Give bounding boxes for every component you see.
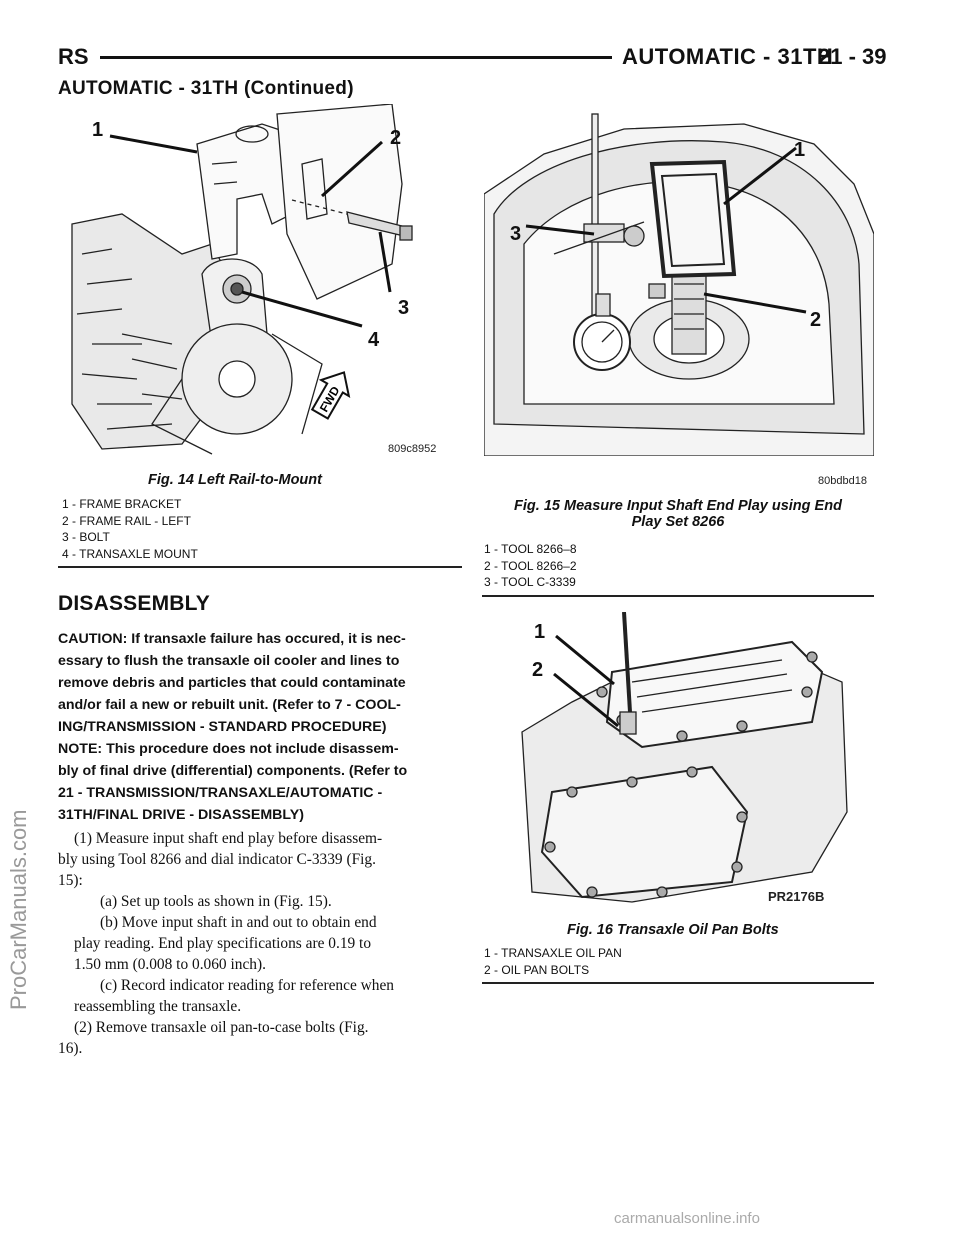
fig15-legend-item: 2 - TOOL 8266–2 [484, 558, 577, 573]
fig15-callout-3: 3 [510, 223, 522, 245]
continued-heading: AUTOMATIC - 31TH (Continued) [58, 78, 354, 99]
fig14-legend [62, 496, 198, 562]
section-heading: DISASSEMBLY [58, 592, 210, 615]
fig14-rule [58, 566, 462, 568]
fig15-rule [482, 595, 874, 597]
note-line: bly of final drive (differential) components. (Refer to [58, 763, 408, 779]
section-code: RS [58, 44, 89, 69]
caution-line: essary to flush the transaxle oil cooler and lines to [58, 653, 400, 669]
page-title: AUTOMATIC - 31TH [622, 44, 834, 69]
step-1a-line: (a) Set up tools as shown in (Fig. 15). [100, 893, 332, 910]
fig14-callout-4: 4 [368, 329, 380, 351]
fig14-legend-item: 2 - FRAME RAIL - LEFT [62, 513, 191, 528]
fig15-legend-item: 1 - TOOL 8266–8 [484, 542, 577, 556]
procedure-steps [58, 828, 458, 1059]
footer-watermark: carmanualsonline.info [614, 1210, 760, 1227]
step-1-line: 15): [58, 872, 83, 889]
note-line: NOTE: This procedure does not include disassem- [58, 741, 399, 757]
note-line: 21 - TRANSMISSION/TRANSAXLE/AUTOMATIC - [58, 785, 383, 801]
figure-15-illustration [484, 104, 874, 456]
figure-14-illustration [62, 104, 462, 460]
caution-line: ING/TRANSMISSION - STANDARD PROCEDURE) [58, 719, 387, 735]
step-1b-line: 1.50 mm (0.008 to 0.060 inch). [74, 956, 266, 973]
fig15-legend [484, 541, 577, 591]
fig14-code: 809c8952 [388, 443, 437, 455]
fig16-caption: Fig. 16 Transaxle Oil Pan Bolts [567, 922, 779, 938]
fig15-code: 80bdbd18 [818, 475, 867, 487]
fig14-legend-item: 3 - BOLT [62, 530, 110, 544]
caution-paragraph [58, 628, 458, 738]
fig16-legend-item: 2 - OIL PAN BOLTS [484, 962, 590, 977]
fig14-legend-item: 1 - FRAME BRACKET [62, 497, 182, 511]
fig15-caption-line: Fig. 15 Measure Input Shaft End Play using End [514, 498, 842, 514]
fig14-callout-3: 3 [398, 297, 410, 319]
fig14-caption: Fig. 14 Left Rail-to-Mount [148, 472, 322, 488]
fig16-legend-item: 1 - TRANSAXLE OIL PAN [484, 946, 622, 960]
step-1b-line: play reading. End play specifications are 0.19 to [74, 935, 372, 952]
note-paragraph [58, 738, 458, 826]
fig15-caption-line: Play Set 8266 [631, 514, 725, 530]
fig16-legend [484, 945, 622, 978]
step-1b-line: (b) Move input shaft in and out to obtain end [100, 914, 377, 931]
fig16-callout-1: 1 [534, 621, 546, 643]
fig15-legend-item: 3 - TOOL C-3339 [484, 575, 576, 589]
fig16-callout-2: 2 [532, 659, 544, 681]
fig14-callout-2: 2 [390, 127, 402, 149]
header-rule [100, 56, 612, 59]
fig15-callout-2: 2 [810, 309, 822, 331]
fig16-code: PR2176B [768, 889, 825, 904]
fig15-caption [498, 498, 858, 530]
step-1-line: bly using Tool 8266 and dial indicator C-3339 (Fig. [58, 851, 376, 868]
step-1c-line: (c) Record indicator reading for reference when [100, 977, 394, 994]
fig15-callout-1: 1 [794, 139, 806, 161]
fig14-callout-1: 1 [92, 119, 104, 141]
fwd-arrow-label: FWD [316, 383, 343, 415]
caution-line: and/or fail a new or rebuilt unit. (Refer to 7 - COOL- [58, 697, 401, 713]
caution-line: remove debris and particles that could contaminate [58, 675, 406, 691]
figure-16-illustration [512, 612, 852, 914]
note-line: 31TH/FINAL DRIVE - DISASSEMBLY) [58, 807, 304, 823]
caution-line: CAUTION: If transaxle failure has occured, it is nec- [58, 631, 406, 647]
side-watermark: ProCarManuals.com [6, 809, 31, 1010]
fig16-rule [482, 982, 874, 984]
page-number: 21 - 39 [818, 44, 887, 69]
step-1c-line: reassembling the transaxle. [74, 998, 242, 1015]
step-2-line: (2) Remove transaxle oil pan-to-case bolts (Fig. [74, 1019, 369, 1036]
step-1-line: (1) Measure input shaft end play before disassem- [74, 830, 383, 847]
fig14-legend-item: 4 - TRANSAXLE MOUNT [62, 546, 198, 561]
step-2-line: 16). [58, 1040, 83, 1057]
